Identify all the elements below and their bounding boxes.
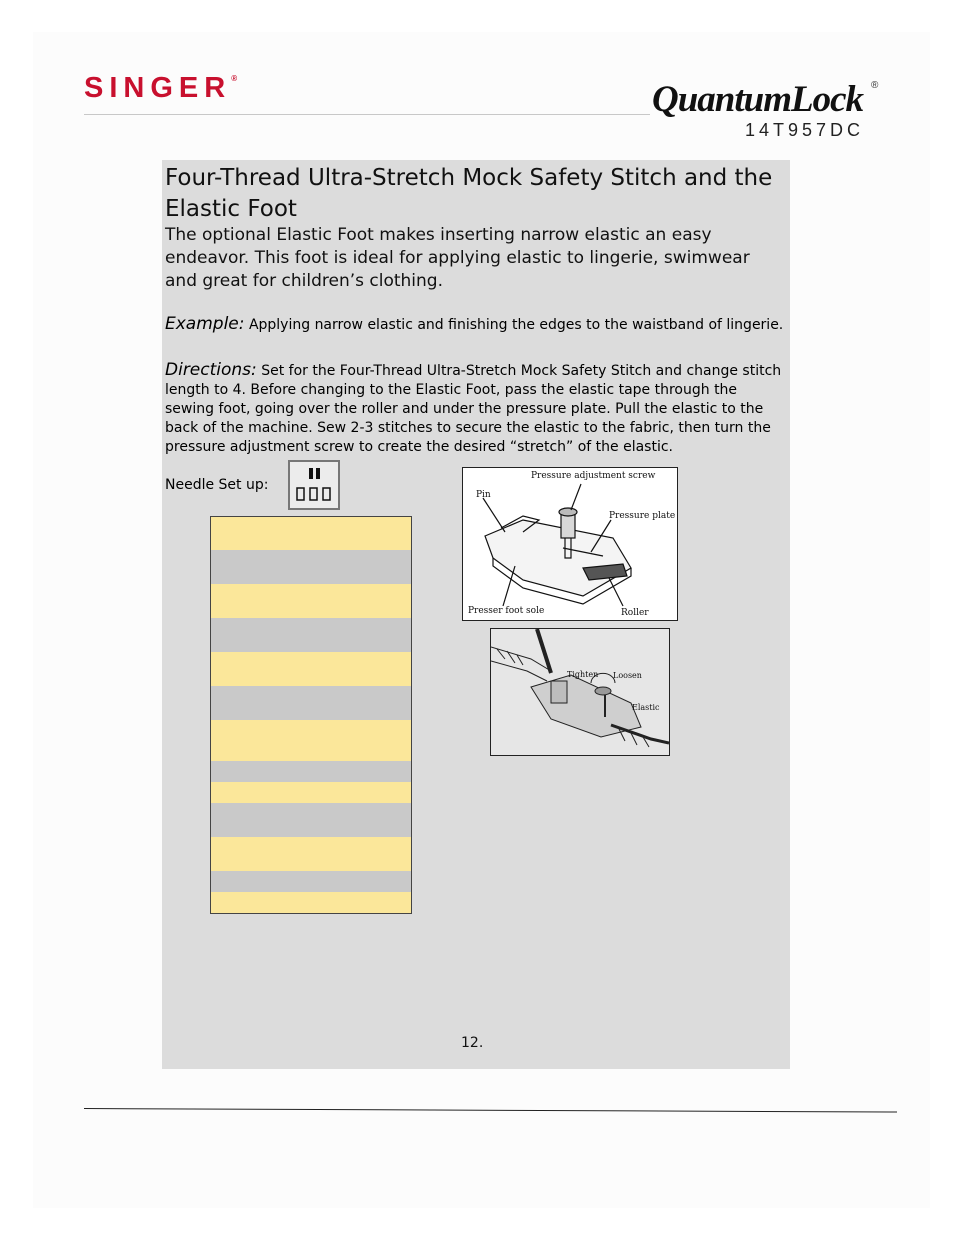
- label-pressure-plate: Pressure plate: [609, 511, 676, 521]
- header-rule: [84, 114, 650, 115]
- table-row: [211, 618, 411, 652]
- example-paragraph: [165, 315, 787, 335]
- table-row: [211, 782, 411, 803]
- page-number: 12.: [461, 1035, 484, 1051]
- presser-foot-drawing: [463, 468, 677, 620]
- table-row: [211, 550, 411, 584]
- presser-foot-diagram: [462, 467, 678, 621]
- directions-text: Set for the Four-Thread Ultra-Stretch Mock Safety Stitch and change stitch length to 4. Before changing to the Elastic Foot, pass the elastic tape through the sewing foot, going over the roller and under the pressure plate. Pull the elastic to the back of the machine. Sew 2-3 stitches to secure the elastic to the fabric, then turn the pressure adjustment screw to create the desired “stretch” of the elastic.: [165, 363, 782, 455]
- label-tighten: Tighten: [567, 670, 599, 679]
- table-row: [211, 761, 411, 782]
- label-pressure-adjustment-screw: Pressure adjustment screw: [531, 471, 656, 481]
- label-elastic: Elastic: [632, 703, 660, 712]
- section-title: Four-Thread Ultra-Stretch Mock Safety Stitch and the Elastic Foot: [165, 165, 773, 222]
- needle-setup-table: [210, 516, 412, 914]
- table-row: [211, 892, 411, 913]
- table-row: [211, 652, 411, 686]
- model-name: QuantumLock: [652, 79, 864, 120]
- label-presser-foot-sole: Presser foot sole: [468, 606, 545, 616]
- label-loosen: Loosen: [613, 671, 642, 680]
- table-row: [211, 584, 411, 618]
- intro-paragraph: The optional Elastic Foot makes inserting narrow elastic an easy endeavor. This foot is ideal for applying elastic to lingerie, swimwear and great for children’s clothing.: [165, 225, 750, 291]
- elastic-foot-drawing: [491, 629, 669, 755]
- singer-logo: SINGER®: [84, 72, 238, 104]
- example-text: Applying narrow elastic and finishing the edges to the waistband of lingerie.: [248, 317, 784, 333]
- elastic-foot-photo: [490, 628, 670, 756]
- table-row: [211, 803, 411, 837]
- needle-setup-label: Needle Set up:: [165, 477, 269, 493]
- needle-setup-icon: [288, 460, 340, 510]
- table-row: [211, 686, 411, 720]
- table-row: [211, 720, 411, 761]
- table-row: [211, 837, 411, 871]
- model-code: 14T957DC: [745, 120, 865, 140]
- table-row: [211, 871, 411, 892]
- label-roller: Roller: [621, 608, 649, 618]
- model-registered-mark: ®: [871, 80, 879, 91]
- label-pin: Pin: [476, 490, 491, 500]
- example-label: Example:: [165, 314, 245, 334]
- directions-paragraph: [165, 361, 787, 457]
- directions-label: Directions:: [165, 360, 257, 380]
- table-row: [211, 517, 411, 550]
